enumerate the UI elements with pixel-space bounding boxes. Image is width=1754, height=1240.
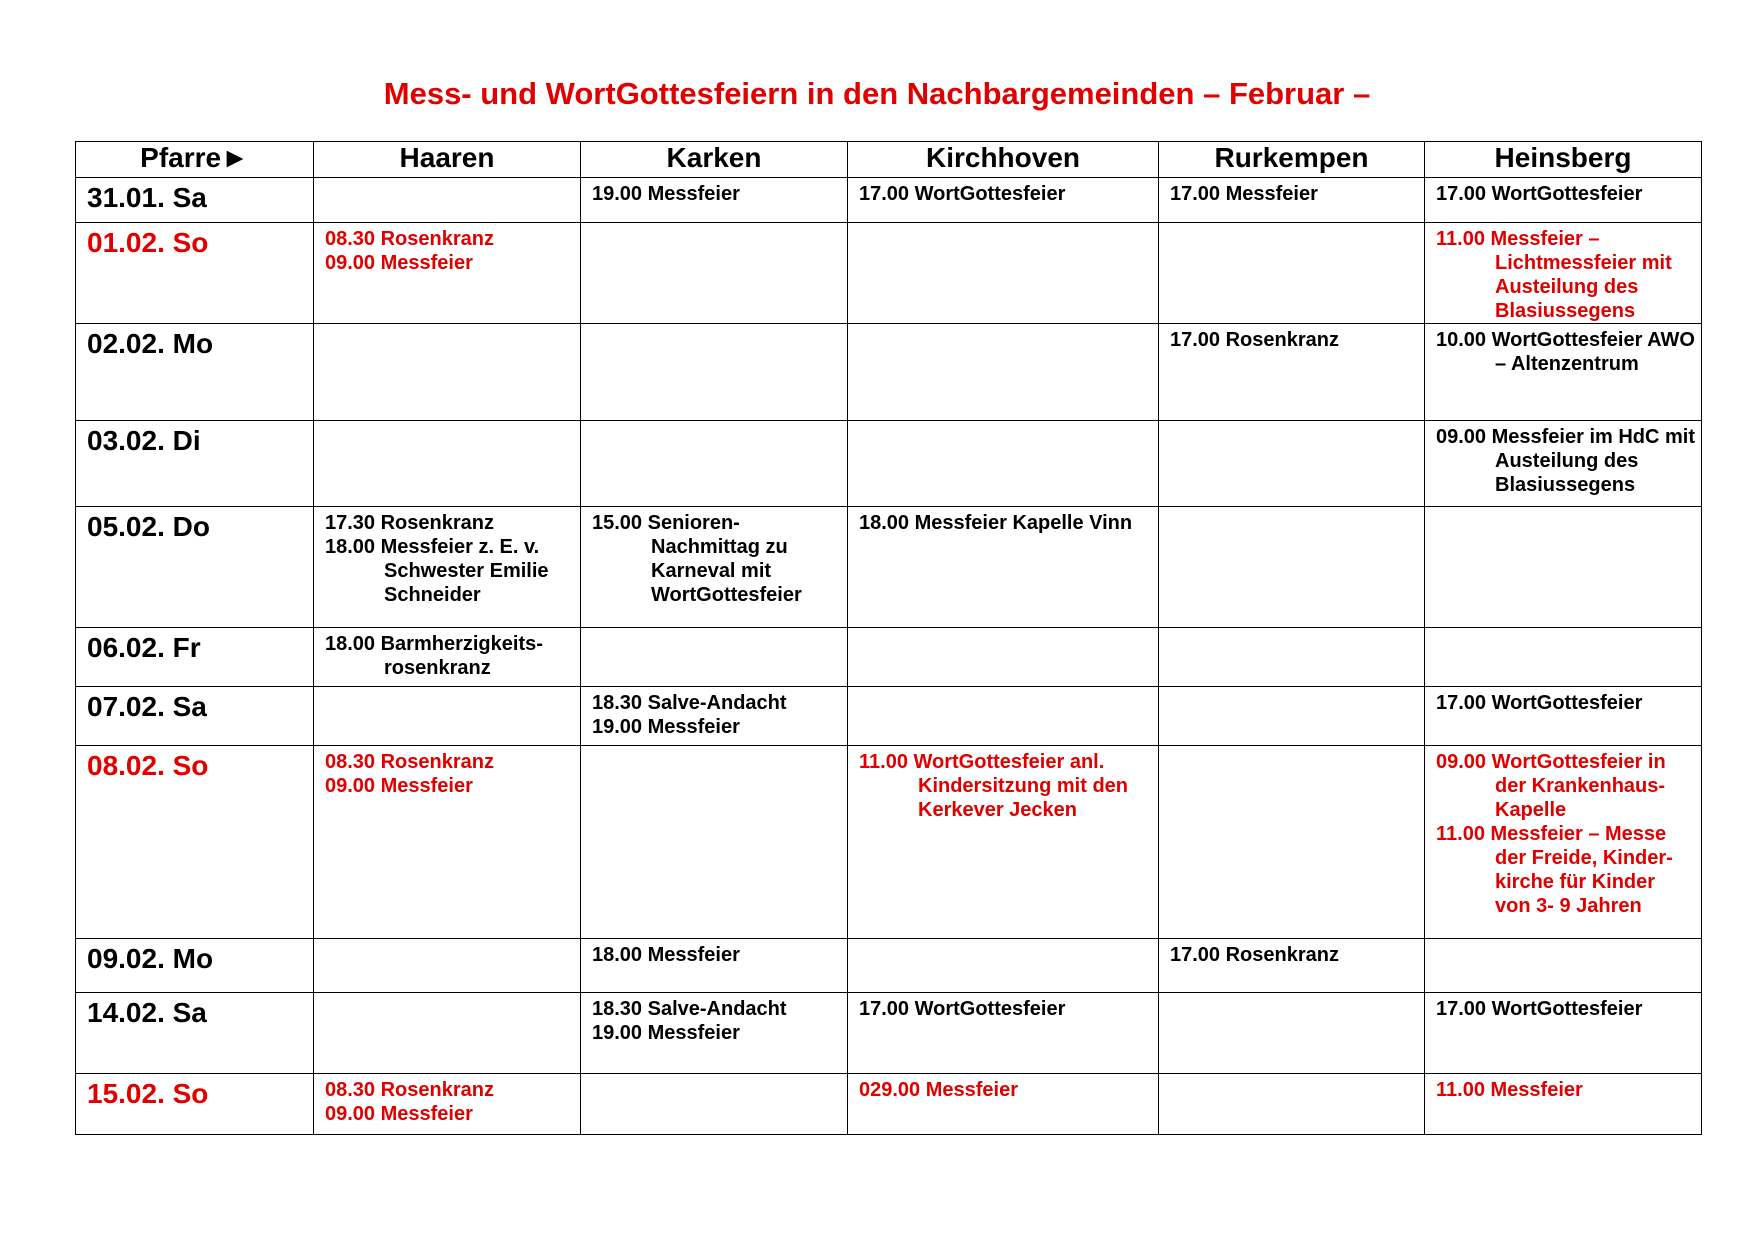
cell-heinsberg xyxy=(1425,1074,1702,1135)
service-entry: 18.00 Messfeier xyxy=(592,944,740,966)
service-entry: 11.00 Messfeier – Lichtmessfeier mit Austeilung des Blasiussegens xyxy=(1436,228,1672,322)
cell-karken xyxy=(581,993,848,1074)
cell-heinsberg xyxy=(1425,687,1702,746)
service-entry: 19.00 Messfeier xyxy=(592,1022,740,1044)
header-pfarre: Pfarre► xyxy=(76,142,314,178)
cell-haaren xyxy=(314,939,581,993)
cell-heinsberg xyxy=(1425,993,1702,1074)
service-entry: 15.00 Senioren-Nachmittag zu Karneval mit WortGottesfeier xyxy=(592,512,802,606)
page-title: Mess- und WortGottesfeiern in den Nachbargemeinden – Februar – xyxy=(383,76,1371,111)
cell-kirchhoven xyxy=(848,1074,1159,1135)
cell-haaren xyxy=(314,507,581,628)
cell-rurkempen xyxy=(1159,1074,1425,1135)
schedule-row xyxy=(76,993,1702,1074)
schedule-table xyxy=(75,141,1702,1135)
schedule-row xyxy=(76,687,1702,746)
cell-kirchhoven xyxy=(848,324,1159,421)
cell-haaren xyxy=(314,178,581,223)
schedule-row xyxy=(76,507,1702,628)
service-entry: 17.00 WortGottesfeier xyxy=(859,998,1066,1020)
cell-kirchhoven xyxy=(848,178,1159,223)
cell-haaren xyxy=(314,324,581,421)
day-label: 31.01. Sa xyxy=(76,178,314,223)
header-row xyxy=(76,142,1702,178)
cell-rurkempen xyxy=(1159,507,1425,628)
cell-karken xyxy=(581,746,848,939)
schedule-row xyxy=(76,223,1702,324)
header-rurkempen: Rurkempen xyxy=(1159,142,1425,178)
service-entry: 18.30 Salve-Andacht xyxy=(592,998,787,1020)
cell-kirchhoven xyxy=(848,223,1159,324)
service-entry: 09.00 Messfeier xyxy=(325,775,473,797)
header-karken: Karken xyxy=(581,142,848,178)
cell-karken xyxy=(581,628,848,687)
service-entry: 17.00 WortGottesfeier xyxy=(1436,998,1643,1020)
cell-rurkempen xyxy=(1159,993,1425,1074)
service-entry: 08.30 Rosenkranz xyxy=(325,228,494,250)
cell-haaren xyxy=(314,223,581,324)
cell-haaren xyxy=(314,687,581,746)
cell-haaren xyxy=(314,993,581,1074)
cell-kirchhoven xyxy=(848,687,1159,746)
service-entry: 11.00 WortGottesfeier anl. Kindersitzung mit den Kerkever Jecken xyxy=(859,751,1128,821)
cell-heinsberg xyxy=(1425,628,1702,687)
cell-karken xyxy=(581,178,848,223)
service-entry: 18.00 Messfeier z. E. v. Schwester Emilie Schneider xyxy=(325,536,549,606)
cell-haaren xyxy=(314,421,581,507)
service-entry: 18.00 Barmherzigkeits-rosenkranz xyxy=(325,633,543,679)
header-heinsberg: Heinsberg xyxy=(1425,142,1702,178)
day-label: 14.02. Sa xyxy=(76,993,314,1074)
service-entry: 17.00 Messfeier xyxy=(1170,183,1318,205)
service-entry: 17.30 Rosenkranz xyxy=(325,512,494,534)
service-entry: 09.00 Messfeier im HdC mit Austeilung des Blasiussegens xyxy=(1436,426,1695,496)
service-entry: 08.30 Rosenkranz xyxy=(325,1079,494,1101)
cell-karken xyxy=(581,939,848,993)
cell-heinsberg xyxy=(1425,421,1702,507)
cell-kirchhoven xyxy=(848,746,1159,939)
cell-karken xyxy=(581,421,848,507)
day-label: 15.02. So xyxy=(76,1074,314,1135)
cell-heinsberg xyxy=(1425,178,1702,223)
service-entry: 17.00 Rosenkranz xyxy=(1170,944,1339,966)
day-label: 08.02. So xyxy=(76,746,314,939)
schedule-row xyxy=(76,421,1702,507)
cell-rurkempen xyxy=(1159,628,1425,687)
service-entry: 17.00 WortGottesfeier xyxy=(859,183,1066,205)
cell-haaren xyxy=(314,746,581,939)
cell-haaren xyxy=(314,628,581,687)
service-entry: 18.30 Salve-Andacht xyxy=(592,692,787,714)
day-label: 05.02. Do xyxy=(76,507,314,628)
header-haaren: Haaren xyxy=(314,142,581,178)
cell-kirchhoven xyxy=(848,993,1159,1074)
cell-heinsberg xyxy=(1425,223,1702,324)
schedule-row xyxy=(76,1074,1702,1135)
service-entry: 17.00 Rosenkranz xyxy=(1170,329,1339,351)
schedule-row xyxy=(76,939,1702,993)
cell-karken xyxy=(581,1074,848,1135)
day-label: 09.02. Mo xyxy=(76,939,314,993)
service-entry: 17.00 WortGottesfeier xyxy=(1436,183,1643,205)
cell-kirchhoven xyxy=(848,421,1159,507)
schedule-row xyxy=(76,324,1702,421)
day-label: 03.02. Di xyxy=(76,421,314,507)
cell-karken xyxy=(581,324,848,421)
cell-rurkempen xyxy=(1159,687,1425,746)
service-entry: 09.00 Messfeier xyxy=(325,1103,473,1125)
cell-rurkempen xyxy=(1159,324,1425,421)
cell-karken xyxy=(581,507,848,628)
service-entry: 08.30 Rosenkranz xyxy=(325,751,494,773)
cell-kirchhoven xyxy=(848,939,1159,993)
cell-heinsberg xyxy=(1425,939,1702,993)
cell-heinsberg xyxy=(1425,746,1702,939)
day-label: 01.02. So xyxy=(76,223,314,324)
cell-rurkempen xyxy=(1159,746,1425,939)
header-kirchhoven: Kirchhoven xyxy=(848,142,1159,178)
schedule-row xyxy=(76,178,1702,223)
cell-kirchhoven xyxy=(848,628,1159,687)
cell-karken xyxy=(581,223,848,324)
service-entry: 18.00 Messfeier Kapelle Vinn xyxy=(859,512,1133,534)
cell-heinsberg xyxy=(1425,507,1702,628)
service-entry: 19.00 Messfeier xyxy=(592,183,740,205)
cell-rurkempen xyxy=(1159,421,1425,507)
service-entry: 10.00 WortGottesfeier AWO – Altenzentrum xyxy=(1436,329,1695,375)
cell-rurkempen xyxy=(1159,223,1425,324)
service-entry: 19.00 Messfeier xyxy=(592,716,740,738)
schedule-row xyxy=(76,746,1702,939)
service-entry: 029.00 Messfeier xyxy=(859,1079,1019,1101)
service-entry: 09.00 WortGottesfeier in der Krankenhaus-Kapelle xyxy=(1436,751,1666,821)
schedule-row xyxy=(76,628,1702,687)
service-entry: 09.00 Messfeier xyxy=(325,252,473,274)
day-label: 06.02. Fr xyxy=(76,628,314,687)
service-entry: 17.00 WortGottesfeier xyxy=(1436,692,1643,714)
cell-heinsberg xyxy=(1425,324,1702,421)
day-label: 02.02. Mo xyxy=(76,324,314,421)
service-entry: 11.00 Messfeier xyxy=(1436,1079,1583,1101)
cell-kirchhoven xyxy=(848,507,1159,628)
cell-haaren xyxy=(314,1074,581,1135)
cell-karken xyxy=(581,687,848,746)
cell-rurkempen xyxy=(1159,939,1425,993)
day-label: 07.02. Sa xyxy=(76,687,314,746)
service-entry: 11.00 Messfeier – Messe der Freide, Kinder-kirche für Kinder von 3- 9 Jahren xyxy=(1436,823,1673,917)
cell-rurkempen xyxy=(1159,178,1425,223)
